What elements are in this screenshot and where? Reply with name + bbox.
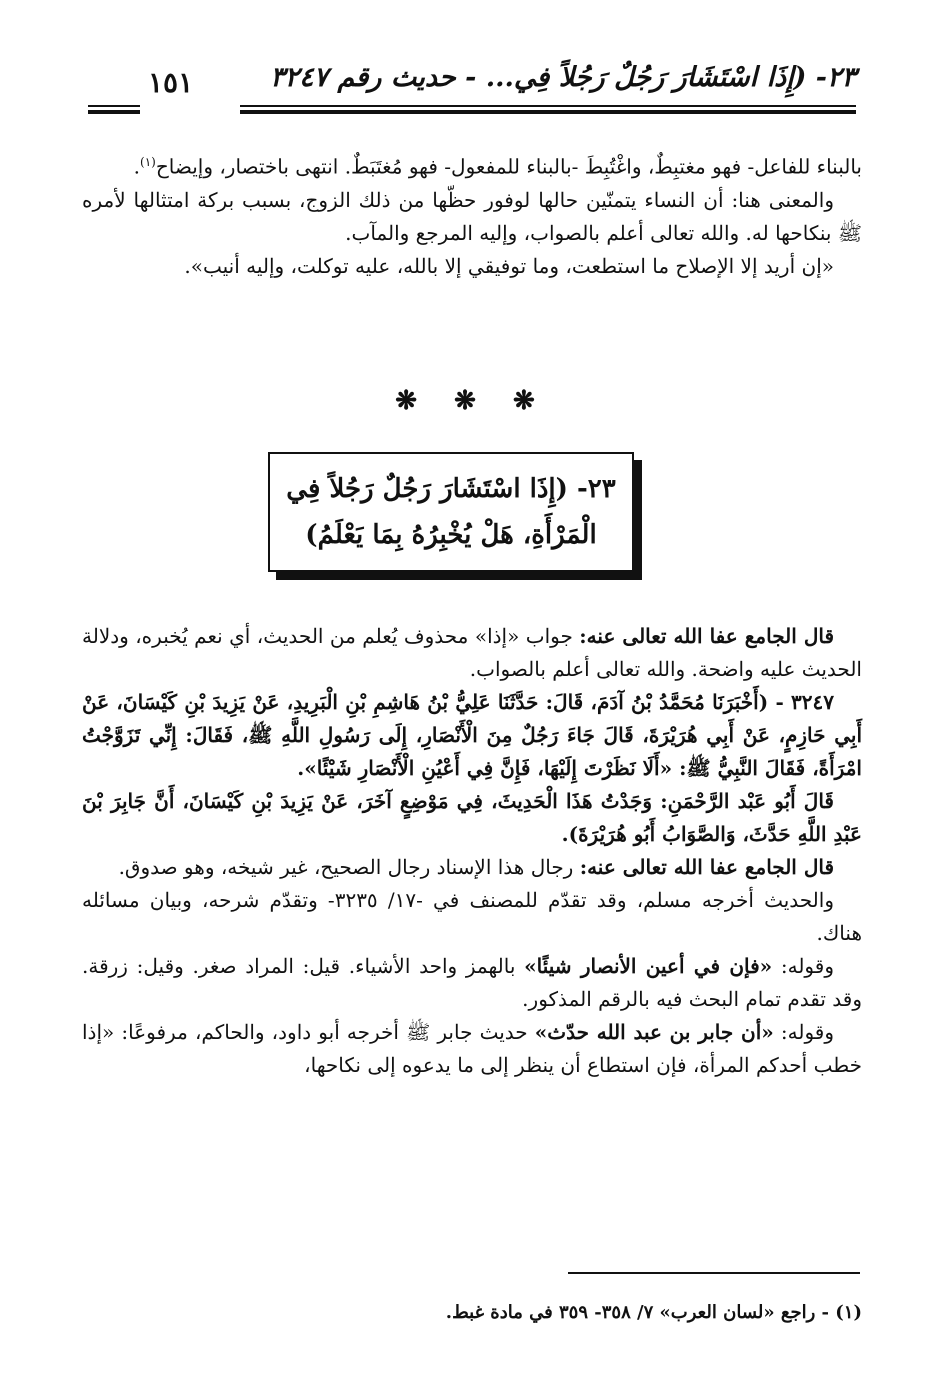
- paragraph: وقوله: «فإن في أعين الأنصار شيئًا» بالهمز واحد الأشياء. قيل: المراد صغر. وقيل: زرقة. وقد تقدم تمام البحث فيه بالرقم المذكور.: [82, 954, 862, 1011]
- section-divider-stars: ❋ ❋ ❋: [395, 386, 549, 416]
- paragraph: بالبناء للفاعل- فهو مغتبِطٌ، واغْتُبِطَ -بالبناء للمفعول- فهو مُغتَبَطٌ. انتهى باختصار، وإيضاح$^{(١)}$.: [133, 154, 862, 179]
- paragraph: قال الجامع عفا الله تعالى عنه: جواب «إذا» محذوف يُعلم من الحديث، أي نعم يُخبره، ودلالة الحديث عليه واضحة. والله تعالى أعلم بالصواب.: [82, 624, 862, 681]
- paragraph: «إن أريد إلا الإصلاح ما استطعت، وما توفيقي إلا بالله، عليه توكلت، وإليه أنيب».: [184, 253, 834, 278]
- top-text-block: [82, 146, 862, 283]
- page-number: ١٥١: [148, 66, 194, 99]
- running-header: [88, 62, 856, 114]
- paragraph: وقوله: «أن جابر بن عبد الله حدّث» حديث جابر ﷺ أخرجه أبو داود، والحاكم، مرفوعًا: «إذا خطب أحدكم المرأة، فإن استطاع أن ينظر إلى ما يدعوه إلى نكاحها،: [82, 1020, 862, 1077]
- hadith-paragraph: ٣٢٤٧ - (أَخْبَرَنَا مُحَمَّدُ بْنُ آدَمَ، قَالَ: حَدَّثَنَا عَلِيُّ بْنُ هَاشِمِ بْنِ الْبَرِيدِ، عَنْ يَزِيدَ بْنِ كَيْسَانَ، عَنْ أَبِي حَازِمٍ، عَنْ أَبِي هُرَيْرَةَ، قَالَ جَاءَ رَجُلٌ مِنَ الْأَنْصَارِ، إِلَى رَسُولِ اللَّهِ ﷺ، فَقَالَ: إِنِّي تَزَوَّجْتُ امْرَأَةً، فَقَالَ النَّبِيُّ ﷺ: «أَلَا نَظَرْتَ إِلَيْهَا، فَإِنَّ فِي أَعْيُنِ الْأَنْصَارِ شَيْئًا».: [82, 690, 862, 780]
- paragraph: والمعنى هنا: أن النساء يتمنّين حالها لوفور حظّها من ذلك الزوج، بسبب بركة امتثالها لأمره ﷺ بنكاحها له. والله تعالى أعلم بالصواب، وإليه المرجع والمآب.: [82, 187, 862, 245]
- paragraph: والحديث أخرجه مسلم، وقد تقدّم للمصنف في -١٧/ ٣٢٣٥- وتقدّم شرحه، وبيان مسائله هناك.: [82, 888, 862, 945]
- main-text-block: [82, 620, 862, 1082]
- paragraph: قال الجامع عفا الله تعالى عنه: رجال هذا الإسناد رجال الصحيح، غير شيخه، وهو صدوق.: [118, 855, 834, 879]
- footnote: (١) - راجع «لسان العرب» ٧/ ٣٥٨- ٣٥٩ في مادة غبط.: [445, 1302, 862, 1323]
- paragraph: قَالَ أَبُو عَبْد الرَّحْمَنِ: وَجَدْتُ هَذَا الْحَدِيثَ، فِي مَوْضِعٍ آخَرَ، عَنْ يَزِيدَ بْنِ كَيْسَانَ، أَنَّ جَابِرَ بْنَ عَبْدِ اللَّهِ حَدَّثَ، وَالصَّوَابُ أَبُو هُرَيْرَةَ).: [82, 789, 862, 846]
- chapter-title-line-1: ٢٣- (إِذَا اسْتَشَارَ رَجُلٌ رَجُلاً فِي: [286, 474, 616, 504]
- header-title: ٢٣- (إِذَا اسْتَشَارَ رَجُلٌ رَجُلاً فِي... - حديث رقم ٣٢٤٧: [270, 62, 856, 93]
- footnote-separator: [568, 1272, 860, 1274]
- hadith-number: ٣٢٤٧ -: [768, 690, 834, 714]
- chapter-title-line-2: الْمَرْأَةِ، هَلْ يُخْبِرُهُ بِمَا يَعْلَمُ): [305, 520, 597, 550]
- footnote-marker: (١): [140, 155, 156, 169]
- chapter-heading-box: [268, 452, 634, 572]
